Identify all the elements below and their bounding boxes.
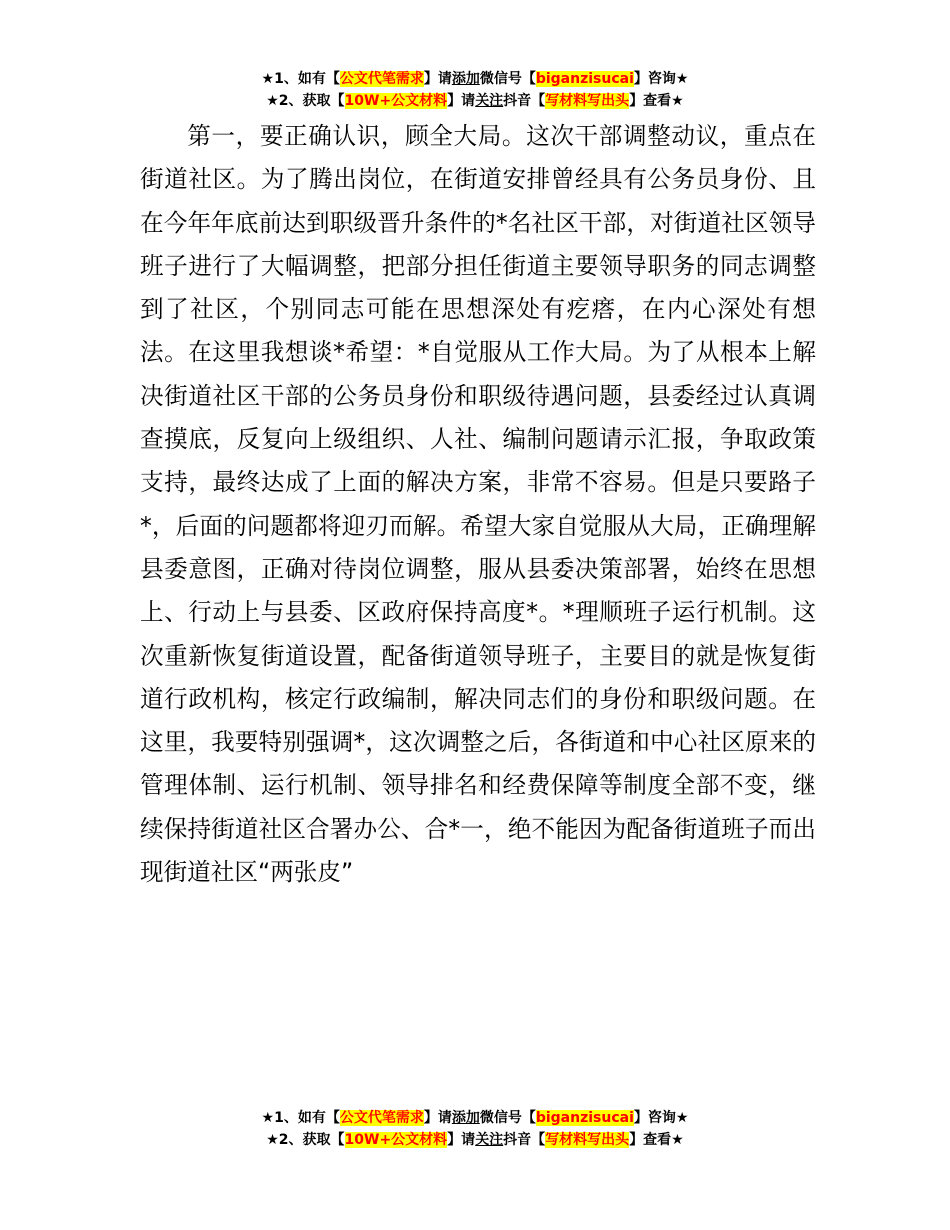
footer-ad [0, 1107, 950, 1151]
footer-ad-line-1-suffix: 】咨询★ [633, 1110, 689, 1126]
footer-ad-line-2-highlight-materials: 10W+公文材料 [344, 1132, 448, 1148]
header-ad-line-1 [0, 68, 950, 90]
footer-ad-line-2-underlined: 关注 [475, 1132, 504, 1148]
header-ad-line-1-prefix: ★1、如有【 [261, 71, 340, 87]
footer-ad-line-1-mid2: 微信号【 [479, 1110, 536, 1126]
footer-ad-line-2-mid2: 抖音【 [503, 1132, 546, 1148]
footer-ad-line-1 [0, 1107, 950, 1129]
footer-ad-line-1-highlight-wechat: biganzisucai [535, 1110, 634, 1126]
header-ad-line-1-mid2: 微信号【 [479, 71, 536, 87]
header-ad-line-2-suffix: 】查看★ [629, 93, 684, 109]
body-paragraph: 第一，要正确认识，顾全大局。这次干部调整动议，重点在街道社区。为了腾出岗位，在街道安排曾经具有公务员身份、且在今年年底前达到职级晋升条件的*名社区干部，对街道社区领导班子进行了大幅调整，把部分担任街道主要领导职务的同志调整到了社区，个别同志可能在思想深处有疙瘩，在内心深处有想法。在这里我想谈*希望：*自觉服从工作大局。为了从根本上解决街道社区干部的公务员身份和职级待遇问题，县委经过认真调查摸底，反复向上级组织、人社、编制问题请示汇报，争取政策支持，最终达成了上面的解决方案，非常不容易。但是只要路子*，后面的问题都将迎刃而解。希望大家自觉服从大局，正确理解县委意图，正确对待岗位调整，服从县委决策部署，始终在思想上、行动上与县委、区政府保持高度*。*理顺班子运行机制。这次重新恢复街道设置，配备街道领导班子，主要目的就是恢复街道行政机构，核定行政编制，解决同志们的身份和职级问题。在这里，我要特别强调*，这次调整之后，各街道和中心社区原来的管理体制、运行机制、领导排名和经费保障等制度全部不变，继续保持街道社区合署办公、合*一，绝不能因为配备街道班子而出现街道社区“两张皮” [140, 122, 816, 887]
header-ad [0, 68, 950, 112]
footer-ad-line-2-highlight-douyin: 写材料写出头 [545, 1132, 630, 1148]
header-ad-line-2 [0, 90, 950, 112]
footer-ad-line-2-prefix: ★2、获取【 [266, 1132, 345, 1148]
footer-ad-line-1-underlined: 添加 [451, 1110, 480, 1126]
header-ad-line-2-prefix: ★2、获取【 [266, 93, 345, 109]
header-ad-line-1-highlight-wechat: biganzisucai [535, 71, 634, 87]
header-ad-line-2-mid2: 抖音【 [503, 93, 546, 109]
header-ad-line-1-underlined: 添加 [451, 71, 480, 87]
footer-ad-line-1-mid: 】请 [423, 1110, 452, 1126]
header-ad-line-2-highlight-douyin: 写材料写出头 [545, 93, 630, 109]
header-ad-line-1-mid: 】请 [423, 71, 452, 87]
footer-ad-line-2 [0, 1129, 950, 1151]
header-ad-line-1-suffix: 】咨询★ [633, 71, 689, 87]
footer-ad-line-1-prefix: ★1、如有【 [261, 1110, 340, 1126]
footer-ad-line-2-suffix: 】查看★ [629, 1132, 684, 1148]
header-ad-line-2-highlight-materials: 10W+公文材料 [344, 93, 448, 109]
footer-ad-line-1-highlight-service: 公文代笔需求 [339, 1110, 424, 1126]
header-ad-line-2-underlined: 关注 [475, 93, 504, 109]
header-ad-line-2-mid: 】请 [447, 93, 476, 109]
footer-ad-line-2-mid: 】请 [447, 1132, 476, 1148]
header-ad-line-1-highlight-service: 公文代笔需求 [339, 71, 424, 87]
